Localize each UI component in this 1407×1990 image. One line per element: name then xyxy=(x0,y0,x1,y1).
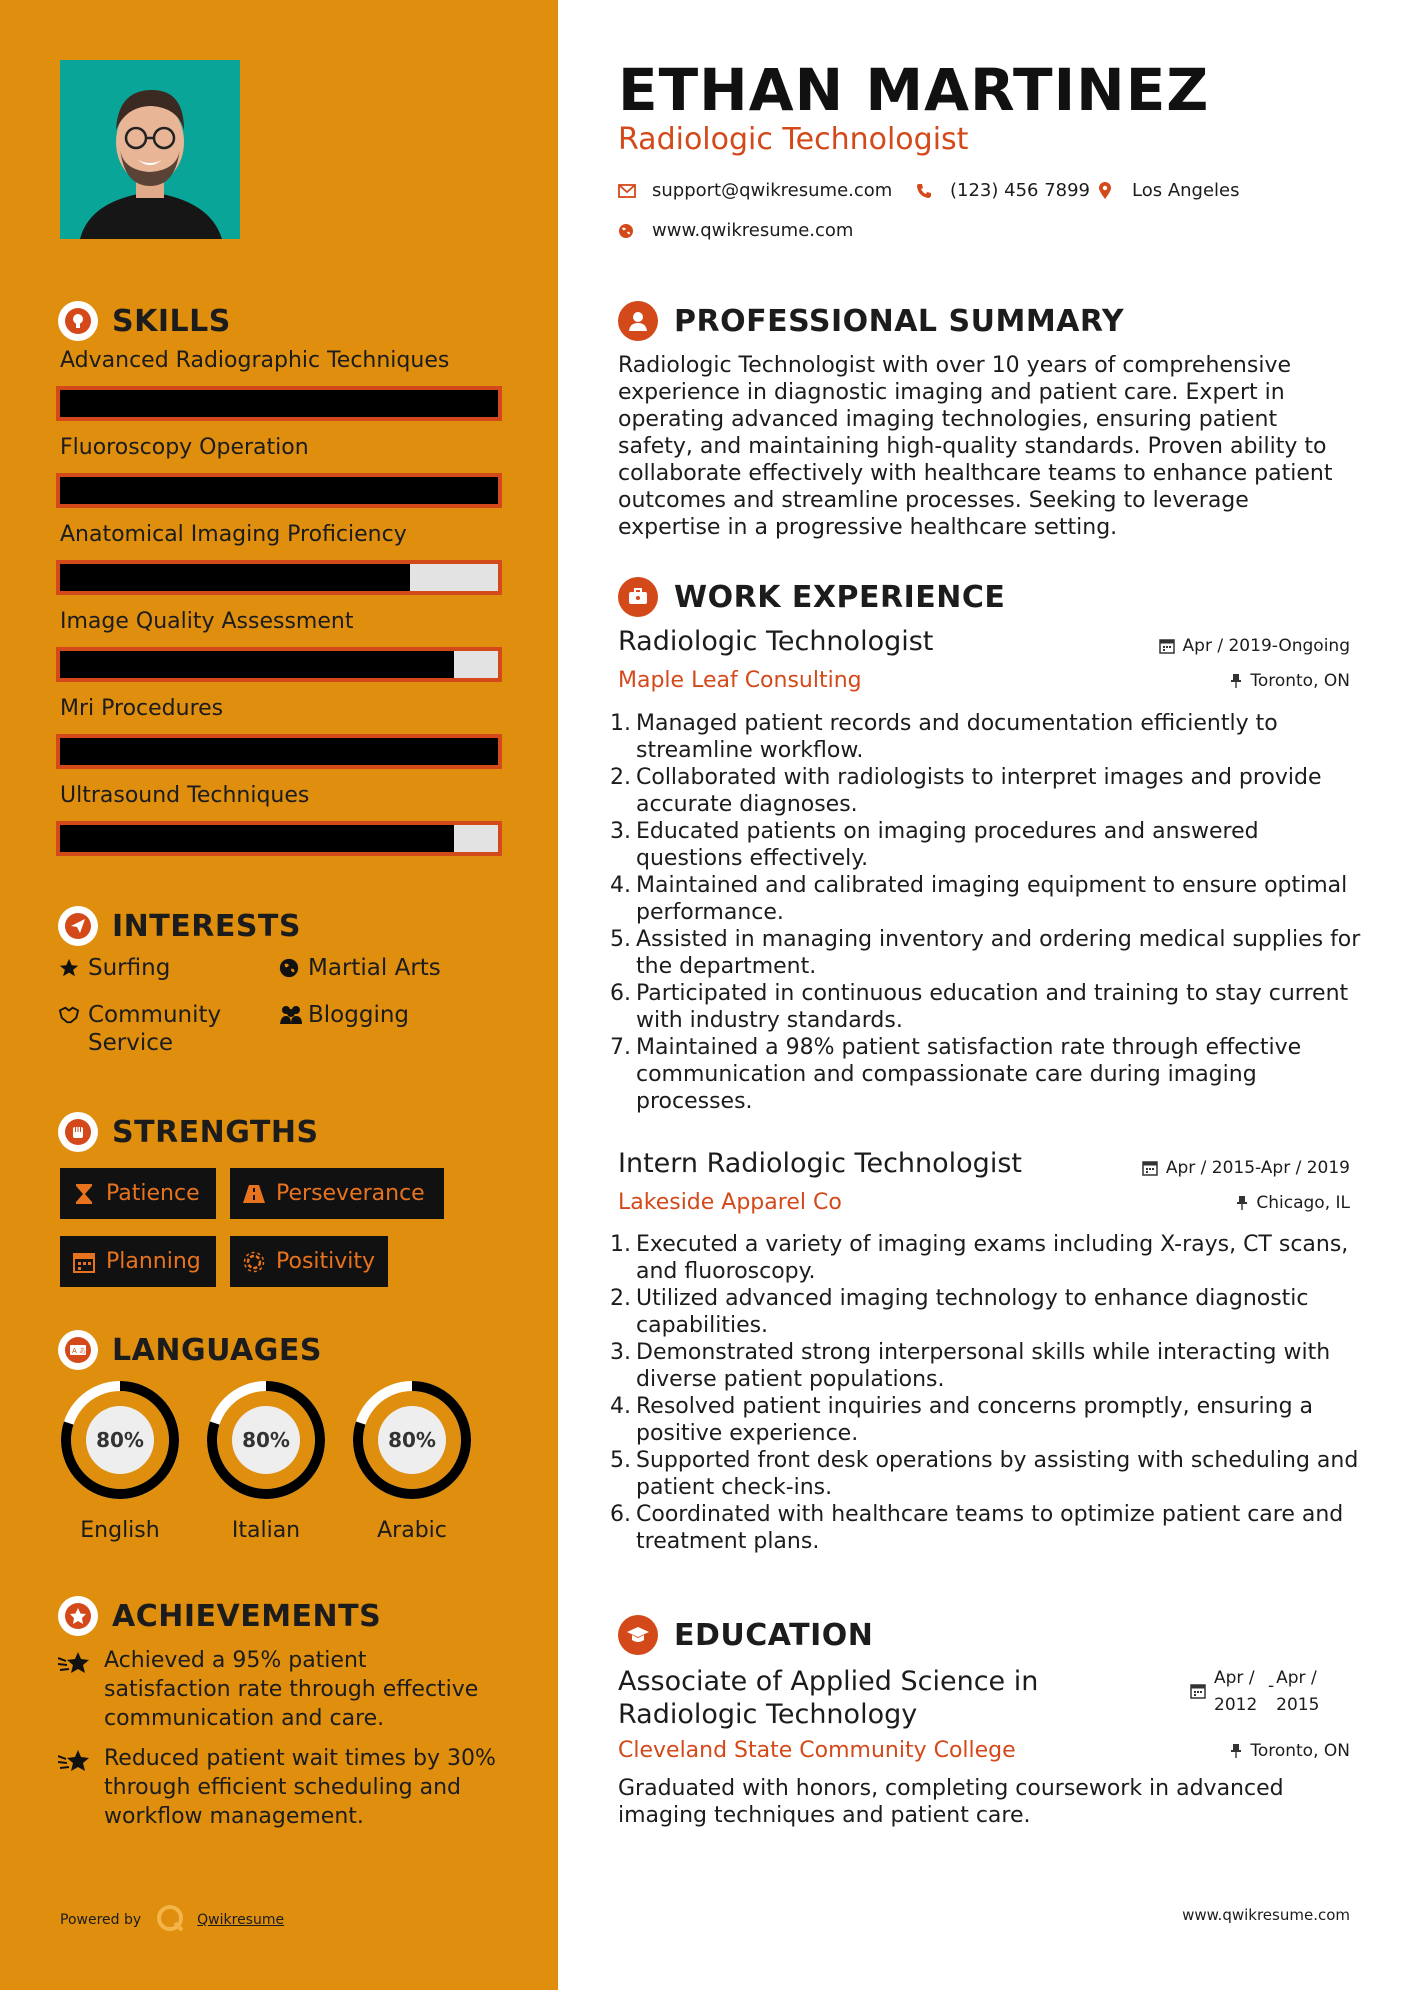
duty-item: 3. Demonstrated strong interpersonal skills while interacting with diverse patient populations. xyxy=(610,1339,1362,1393)
skill-item xyxy=(56,348,502,435)
skill-name: Image Quality Assessment xyxy=(60,609,354,634)
interest-item xyxy=(58,1001,258,1057)
skill-item xyxy=(56,783,502,870)
duty-item: 6. Participated in continuous education and training to stay current with industry standards. xyxy=(610,980,1362,1034)
calendar-icon xyxy=(1190,1681,1206,1719)
achievement-text: Reduced patient wait times by 30% through efficient scheduling and workflow management. xyxy=(104,1746,496,1829)
job-dates-text: Apr / 2019-Ongoing xyxy=(1182,636,1350,656)
duty-item: 5. Assisted in managing inventory and ordering medical supplies for the department. xyxy=(610,927,1361,979)
website-text: www.qwikresume.com xyxy=(652,220,854,241)
job-duties-list xyxy=(610,710,1362,1115)
education-location-text: Toronto, ON xyxy=(1250,1741,1350,1761)
sidebar xyxy=(0,0,558,1990)
language-percent: 80% xyxy=(242,1428,290,1452)
summary-header xyxy=(618,301,1124,341)
sun-icon xyxy=(242,1250,266,1274)
main-content xyxy=(558,0,1407,1990)
star-icon xyxy=(58,954,88,982)
job-location xyxy=(1230,671,1350,691)
interest-item xyxy=(278,954,441,982)
education-degree: Associate of Applied Science in Radiologic Technology xyxy=(618,1666,1039,1730)
strengths-title: STRENGTHS xyxy=(112,1114,319,1150)
job-title: Intern Radiologic Technologist xyxy=(618,1148,1022,1179)
qwikresume-logo-icon xyxy=(155,1903,185,1937)
duty-text: Collaborated with radiologists to interpret images and provide accurate diagnoses. xyxy=(636,765,1322,817)
graduation-cap-icon xyxy=(618,1615,658,1655)
job-duties-list xyxy=(610,1231,1362,1555)
phone-icon xyxy=(916,183,940,199)
skill-name: Ultrasound Techniques xyxy=(60,783,310,808)
skill-bar xyxy=(56,386,502,421)
duty-item: 4. Resolved patient inquiries and concerns promptly, ensuring a positive experience. xyxy=(610,1393,1362,1447)
language-name: English xyxy=(80,1518,160,1543)
duty-text: Maintained a 98% patient satisfaction rate through effective communication and compassionate care during imaging processes. xyxy=(636,1035,1302,1114)
education-description: Graduated with honors, completing coursework in advanced imaging techniques and patient care. xyxy=(618,1776,1284,1828)
duty-item: 2. Utilized advanced imaging technology to enhance diagnostic capabilities. xyxy=(610,1285,1362,1339)
language-icon xyxy=(58,1330,98,1370)
strength-badge xyxy=(230,1168,444,1219)
interests-title: INTERESTS xyxy=(112,908,301,944)
powered-by xyxy=(60,1903,284,1937)
language-item xyxy=(350,1378,474,1543)
strength-badge xyxy=(60,1168,216,1219)
pushpin-icon xyxy=(1236,1195,1248,1211)
education-date-start: Apr / 2012 xyxy=(1214,1668,1258,1715)
avatar xyxy=(60,60,240,239)
education-title: EDUCATION xyxy=(674,1617,874,1653)
summary-text: Radiologic Technologist with over 10 years of comprehensive experience in diagnostic imaging and patient care. Expert in operating advanced imaging technologies, ensuring patient safety, and maintaining high-quality standards. Proven ability to collaborate effectively with healthcare teams to enhance patient outcomes and streamline processes. Seeking to leverage expertise in a progressive healthcare setting. xyxy=(618,353,1333,540)
skill-name: Advanced Radiographic Techniques xyxy=(60,348,450,373)
duty-item: 2. Collaborated with radiologists to interpret images and provide accurate diagnoses. xyxy=(610,764,1362,818)
skill-name: Anatomical Imaging Proficiency xyxy=(60,522,407,547)
contact-website[interactable] xyxy=(618,220,853,241)
duty-text: Participated in continuous education and training to stay current with industry standards. xyxy=(636,981,1349,1033)
skill-item xyxy=(56,696,502,783)
pushpin-icon xyxy=(1230,1743,1242,1759)
job-dates xyxy=(1142,1158,1350,1178)
calendar-icon xyxy=(72,1250,96,1274)
language-name: Arabic xyxy=(377,1518,447,1543)
education-location xyxy=(1230,1741,1350,1761)
briefcase-icon xyxy=(618,577,658,617)
interest-label: Blogging xyxy=(308,1002,410,1028)
interests-header xyxy=(58,906,301,946)
shooting-star-icon xyxy=(58,1646,104,1680)
language-percent: 80% xyxy=(96,1428,144,1452)
star-badge-icon xyxy=(58,1596,98,1636)
skills-header xyxy=(58,301,231,341)
duty-text: Demonstrated strong interpersonal skills while interacting with diverse patient populations. xyxy=(636,1340,1331,1392)
contact-phone[interactable] xyxy=(916,180,1090,201)
achievement-item xyxy=(58,1744,498,1831)
interest-label: Surfing xyxy=(88,955,171,981)
language-progress-ring xyxy=(204,1378,328,1502)
skill-bar xyxy=(56,647,502,682)
skill-bar-fill xyxy=(60,738,498,765)
education-date-separator: - xyxy=(1268,1676,1275,1696)
road-icon xyxy=(242,1182,266,1206)
envelope-icon xyxy=(618,184,642,198)
strength-label: Patience xyxy=(106,1181,200,1206)
powered-by-label: Powered by xyxy=(60,1912,142,1928)
handshake-icon xyxy=(58,1001,88,1029)
profile-photo xyxy=(60,60,240,239)
contact-email[interactable] xyxy=(618,180,892,201)
strength-label: Positivity xyxy=(276,1249,376,1274)
skill-bar xyxy=(56,821,502,856)
duty-text: Utilized advanced imaging technology to enhance diagnostic capabilities. xyxy=(636,1286,1309,1338)
language-name: Italian xyxy=(231,1518,301,1543)
skill-item xyxy=(56,609,502,696)
lightbulb-icon xyxy=(58,301,98,341)
achievement-item xyxy=(58,1646,498,1733)
skills-title: SKILLS xyxy=(112,303,231,339)
job-location xyxy=(1236,1193,1350,1213)
duty-item: 5. Supported front desk operations by assisting with scheduling and patient check-ins. xyxy=(610,1447,1362,1501)
duty-text: Assisted in managing inventory and ordering medical supplies for the department. xyxy=(636,927,1361,979)
svg-text:あ: あ xyxy=(79,1347,86,1355)
job-company: Lakeside Apparel Co xyxy=(618,1190,842,1215)
duty-text: Educated patients on imaging procedures and answered questions effectively. xyxy=(636,819,1259,871)
language-progress-ring xyxy=(58,1378,182,1502)
duty-text: Maintained and calibrated imaging equipment to ensure optimal performance. xyxy=(636,873,1348,925)
strengths-header xyxy=(58,1112,319,1152)
experience-title: WORK EXPERIENCE xyxy=(674,579,1006,615)
duty-text: Managed patient records and documentation efficiently to streamline workflow. xyxy=(636,711,1278,763)
duty-item: 6. Coordinated with healthcare teams to optimize patient care and treatment plans. xyxy=(610,1501,1362,1555)
skill-bar xyxy=(56,560,502,595)
language-item xyxy=(204,1378,328,1543)
calendar-icon xyxy=(1142,1160,1158,1176)
languages-title: LANGUAGES xyxy=(112,1332,322,1368)
achievement-text: Achieved a 95% patient satisfaction rate through effective communication and care. xyxy=(104,1648,479,1731)
duty-item: 1. Managed patient records and documentation efficiently to streamline workflow. xyxy=(610,710,1362,764)
pushpin-icon xyxy=(1230,673,1242,689)
duty-text: Coordinated with healthcare teams to optimize patient care and treatment plans. xyxy=(636,1502,1344,1554)
skill-item xyxy=(56,522,502,609)
user-icon xyxy=(618,301,658,341)
skill-bar xyxy=(56,734,502,769)
svg-text:A: A xyxy=(72,1347,77,1355)
strength-badge xyxy=(230,1236,388,1287)
language-progress-ring xyxy=(350,1378,474,1502)
phone-text: (123) 456 7899 xyxy=(950,180,1091,201)
globe-icon xyxy=(278,954,308,982)
skill-bar-fill xyxy=(60,390,498,417)
skill-bar-fill xyxy=(60,564,410,591)
education-header xyxy=(618,1615,873,1655)
job-dates xyxy=(1159,636,1350,656)
duty-text: Resolved patient inquiries and concerns promptly, ensuring a positive experience. xyxy=(636,1394,1314,1446)
duty-text: Executed a variety of imaging exams including X-rays, CT scans, and fluoroscopy. xyxy=(636,1232,1349,1284)
experience-header xyxy=(618,577,1005,617)
map-pin-icon xyxy=(1098,182,1122,200)
interest-label: Community Service xyxy=(88,1002,222,1056)
language-percent: 80% xyxy=(388,1428,436,1452)
achievements-title: ACHIEVEMENTS xyxy=(112,1598,382,1634)
skill-bar xyxy=(56,473,502,508)
skill-item xyxy=(56,435,502,522)
skills-list xyxy=(56,348,502,870)
contact-location xyxy=(1098,180,1240,201)
education-school: Cleveland State Community College xyxy=(618,1738,1016,1763)
strength-label: Planning xyxy=(106,1249,201,1274)
interest-label: Martial Arts xyxy=(308,955,441,981)
candidate-name: ETHAN MARTINEZ xyxy=(618,56,1210,124)
qwikresume-link[interactable]: Qwikresume xyxy=(197,1912,285,1928)
duty-item: 3. Educated patients on imaging procedures and answered questions effectively. xyxy=(610,818,1362,872)
footer-website[interactable]: www.qwikresume.com xyxy=(1182,1906,1350,1924)
skill-bar-fill xyxy=(60,651,454,678)
shooting-star-icon xyxy=(58,1744,104,1778)
skill-bar-fill xyxy=(60,477,498,504)
paper-plane-icon xyxy=(58,906,98,946)
skill-bar-fill xyxy=(60,825,454,852)
globe-icon xyxy=(618,223,642,239)
language-item xyxy=(58,1378,182,1543)
summary-title: PROFESSIONAL SUMMARY xyxy=(674,303,1125,339)
strength-label: Perseverance xyxy=(276,1181,425,1206)
location-text: Los Angeles xyxy=(1132,180,1240,201)
achievements-header xyxy=(58,1596,381,1636)
interest-item xyxy=(278,1001,409,1029)
duty-item: 4. Maintained and calibrated imaging equipment to ensure optimal performance. xyxy=(610,872,1362,926)
job-location-text: Toronto, ON xyxy=(1250,671,1350,691)
duty-item: 1. Executed a variety of imaging exams including X-rays, CT scans, and fluoroscopy. xyxy=(610,1231,1362,1285)
calendar-icon xyxy=(1159,638,1175,654)
candidate-role: Radiologic Technologist xyxy=(618,122,969,157)
skill-name: Fluoroscopy Operation xyxy=(60,435,309,460)
interest-item xyxy=(58,954,170,982)
email-text: support@qwikresume.com xyxy=(652,180,893,201)
job-dates-text: Apr / 2015-Apr / 2019 xyxy=(1165,1158,1350,1178)
languages-header xyxy=(58,1330,322,1370)
hourglass-icon xyxy=(72,1182,96,1206)
duty-item: 7. Maintained a 98% patient satisfaction rate through effective communication and compassionate care during imaging processes. xyxy=(610,1034,1362,1115)
skill-name: Mri Procedures xyxy=(60,696,224,721)
job-title: Radiologic Technologist xyxy=(618,626,934,657)
job-company: Maple Leaf Consulting xyxy=(618,668,862,693)
job-location-text: Chicago, IL xyxy=(1256,1193,1350,1213)
fist-icon xyxy=(58,1112,98,1152)
duty-text: Supported front desk operations by assisting with scheduling and patient check-ins. xyxy=(636,1448,1359,1500)
education-date-end: Apr / 2015 xyxy=(1276,1668,1320,1715)
strength-badge xyxy=(60,1236,216,1287)
users-icon xyxy=(278,1001,308,1029)
education-dates xyxy=(1190,1665,1328,1719)
